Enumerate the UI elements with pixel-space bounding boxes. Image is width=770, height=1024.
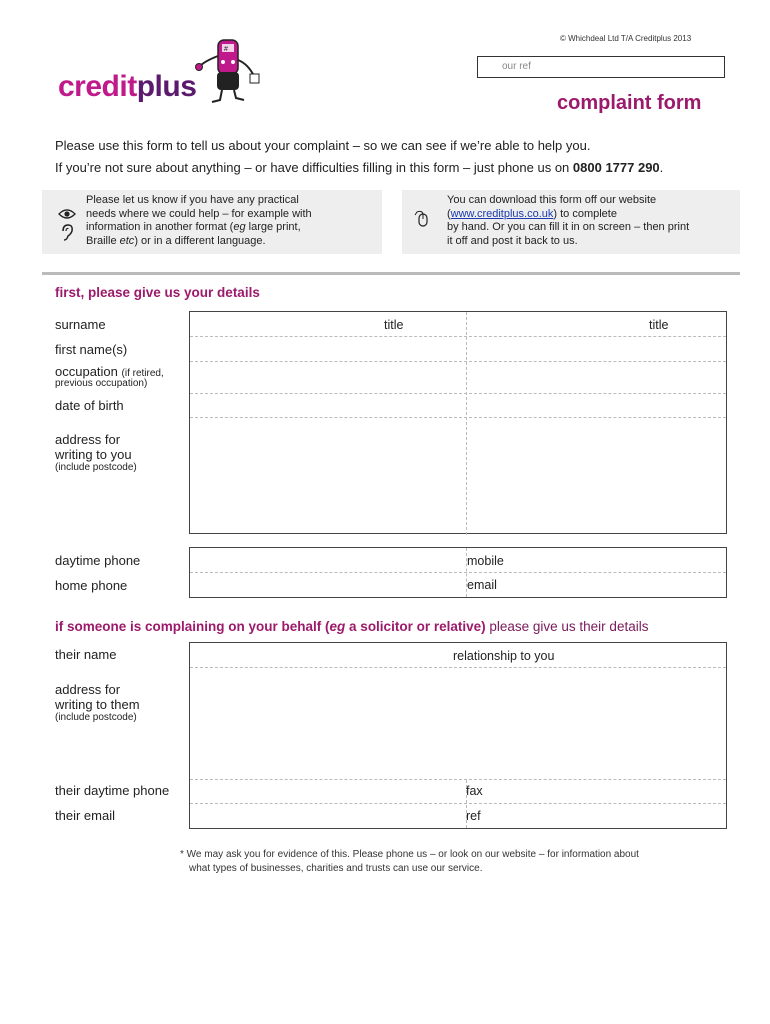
footnote-line-2: what types of businesses, charities and trusts can use our service. xyxy=(189,863,483,874)
text: Braille xyxy=(86,234,120,247)
title-label-2: title xyxy=(649,318,669,332)
intro-line-2-end: . xyxy=(659,160,664,175)
their-address-label-1: address for xyxy=(55,682,121,697)
first-names-label: first name(s) xyxy=(55,342,128,357)
mascot-icon xyxy=(190,36,265,106)
surname-label: surname xyxy=(55,317,106,332)
infobox-left-line-2: needs where we could help – for example with xyxy=(86,207,312,220)
dob-label: date of birth xyxy=(55,398,124,413)
infobox-right-line-4: it off and post it back to us. xyxy=(447,234,578,247)
intro-line-2 xyxy=(55,160,663,175)
section-divider xyxy=(42,272,740,275)
home-phone-label: home phone xyxy=(55,578,128,593)
title-label-1: title xyxy=(384,318,404,332)
intro-line-1: Please use this form to tell us about your complaint – so we can see if we’re able to help you. xyxy=(55,138,591,153)
eye-icon xyxy=(58,208,76,220)
helpline-number: 0800 1777 290 xyxy=(572,160,660,175)
text-italic: eg xyxy=(329,619,346,634)
infobox-left-line-1: Please let us know if you have any practical xyxy=(86,194,299,206)
their-name-label: their name xyxy=(55,647,117,662)
infobox-right-line-3: by hand. Or you can fill it in on screen – then print xyxy=(447,221,690,233)
dob-field[interactable] xyxy=(190,394,466,417)
address-label-1: address for xyxy=(55,432,121,447)
text: ( xyxy=(447,207,451,220)
infobox-left-line-3 xyxy=(86,221,376,235)
website-link[interactable]: www.creditplus.co.uk xyxy=(450,207,554,220)
daytime-phone-label: daytime phone xyxy=(55,553,141,568)
section2-heading xyxy=(55,619,648,634)
their-email-field[interactable] xyxy=(190,804,466,828)
their-phone-field[interactable] xyxy=(190,780,466,803)
their-phone-label: their daytime phone xyxy=(55,783,170,798)
text: information in another format ( xyxy=(86,221,234,233)
infobox-left-line-4 xyxy=(86,235,376,249)
text: ) to complete xyxy=(553,207,617,220)
relationship-label: relationship to you xyxy=(453,649,555,663)
ear-icon xyxy=(60,224,74,242)
form-title: complaint form xyxy=(557,92,702,114)
address-note: (include postcode) xyxy=(55,462,137,473)
occupation-note: (if retired, xyxy=(121,368,164,379)
text: occupation xyxy=(55,364,118,379)
logo-credit: credit xyxy=(58,70,137,103)
text: if someone is complaining on your behalf ( xyxy=(55,619,330,634)
text: ) or in a different language. xyxy=(134,234,266,247)
first-names-field[interactable] xyxy=(190,337,466,361)
their-address-note: (include postcode) xyxy=(55,712,137,723)
text-italic: eg xyxy=(233,221,246,233)
phone-details-box xyxy=(189,547,727,598)
text: large print, xyxy=(245,221,301,233)
fax-label: fax xyxy=(466,784,483,798)
personal-details-box xyxy=(189,311,727,534)
footnote xyxy=(180,848,639,876)
intro-line-2-text: If you’re not sure about anything – or have difficulties filling in this form – just phone us on xyxy=(55,160,573,175)
their-address-label-2: writing to them xyxy=(55,697,140,712)
occupation-label xyxy=(55,364,164,379)
their-name-field[interactable] xyxy=(190,643,452,667)
daytime-phone-field[interactable] xyxy=(190,548,466,572)
surname-field[interactable] xyxy=(190,312,384,336)
their-email-label: their email xyxy=(55,808,115,823)
email-label: email xyxy=(467,578,497,592)
ref-label: ref xyxy=(466,809,481,823)
our-ref-field[interactable]: our ref xyxy=(477,56,725,78)
section1-heading: first, please give us your details xyxy=(55,285,260,300)
their-address-field[interactable] xyxy=(190,668,726,779)
logo xyxy=(58,70,196,104)
logo-plus: plus xyxy=(136,70,197,103)
address-field[interactable] xyxy=(190,418,466,533)
infobox-right-line-1: You can download this form off our website xyxy=(447,194,657,206)
footnote-line-1: * We may ask you for evidence of this. Please phone us – or look on our website – for information about xyxy=(180,849,639,860)
home-phone-field[interactable] xyxy=(190,573,466,597)
mouse-icon xyxy=(414,210,430,228)
occupation-note-2: previous occupation) xyxy=(55,378,148,389)
mobile-label: mobile xyxy=(467,554,504,568)
copyright-notice: © Whichdeal Ltd T/A Creditplus 2013 xyxy=(560,34,692,43)
occupation-field[interactable] xyxy=(190,362,466,393)
text-italic: etc xyxy=(119,234,135,247)
representative-details-box xyxy=(189,642,727,829)
text: please give us their details xyxy=(485,619,649,634)
infobox-right-line-2 xyxy=(447,208,737,222)
address-label-2: writing to you xyxy=(55,447,132,462)
download-infobox xyxy=(402,190,740,254)
accessibility-infobox xyxy=(42,190,382,254)
text: a solicitor or relative) xyxy=(345,619,486,634)
svg-text:#: # xyxy=(224,46,228,53)
